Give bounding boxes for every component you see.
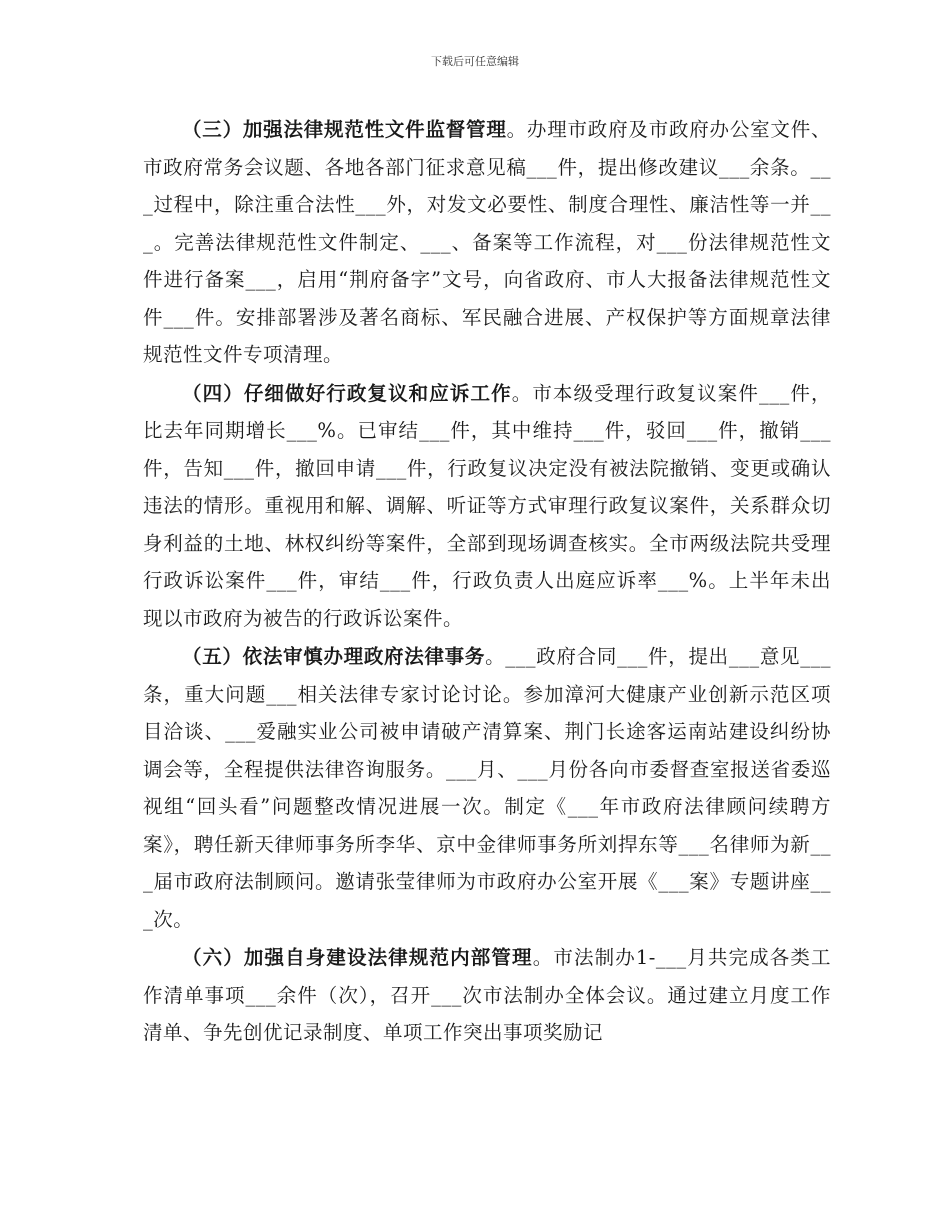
page-header: 下载后可任意编辑	[431, 55, 519, 68]
section-heading: （六）加强自身建设法律规范内部管理	[182, 946, 533, 969]
paragraph-text: 。市本级受理行政复议案件___件，比去年同期增长___%。已审结___件，其中维持___件，驳回___件，撤销___件，告知___件，撤回申请___件，行政复议决定没有被法院撤销、变更或确认违法的情形。重视用和解、调解、听证等方式审理行政复议案件，关系群众切身利益的土地、林权纠纷等案件，全部到现场调查核实。全市两级法院共受理行政诉讼案件___件，审结___件，行政负责人出庭应诉率___%。上半年未出现以市政府为被告的行政诉讼案件。	[143, 381, 831, 630]
paragraph-text: 。市法制办1-___月共完成各类工作清单事项___余件（次），召开___次市法制办全体会议。通过建立月度工作清单、争先创优记录制度、单项工作突出事项奖励记	[143, 946, 831, 1044]
paragraph-6	[143, 939, 831, 1052]
paragraph-text: 。___政府合同___件，提出___意见___条，重大问题___相关法律专家讨论讨论。参加漳河大健康产业创新示范区项目洽谈、___爱融实业公司被申请破产清算案、荆门长途客运南站建设纠纷协调会等，全程提供法律咨询服务。___月、___月份各向市委督查室报送省委巡视组“回头看”问题整改情况进展一次。制定《___年市政府法律顾问续聘方案》，聘任新天律师事务所李华、京中金律师事务所刘捍东等___名律师为新___届市政府法制顾问。邀请张莹律师为市政府办公室开展《___案》专题讲座___次。	[143, 645, 831, 931]
paragraph-text: 。办理市政府及市政府办公室文件、市政府常务会议题、各地各部门征求意见稿___件，提出修改建议___余条。___过程中，除注重合法性___外，对发文必要性、制度合理性、廉洁性等一并___。完善法律规范性文件制定、___、备案等工作流程，对___份法律规范性文件进行备案___，启用“荆府备字”文号，向省政府、市人大报备法律规范性文件___件。安排部署涉及著名商标、军民融合进展、产权保护等方面规章法律规范性文件专项清理。	[143, 118, 831, 366]
section-heading: （四）仔细做好行政复议和应诉工作	[182, 381, 512, 405]
paragraph-5	[143, 638, 831, 938]
section-heading: （三）加强法律规范性文件监督管理	[182, 118, 507, 141]
paragraph-3	[143, 111, 831, 374]
paragraph-4	[143, 375, 831, 638]
document-body	[143, 111, 831, 1053]
section-heading: （五）依法审慎办理政府法律事务	[182, 645, 486, 668]
